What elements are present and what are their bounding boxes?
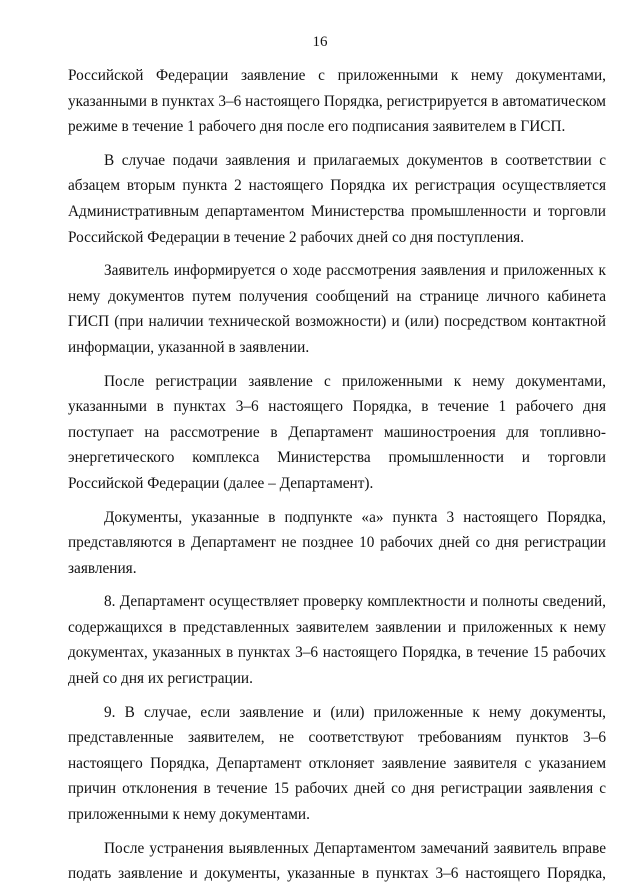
paragraph-registration: В случае подачи заявления и прилагаемых документов в соответствии с абзацем вторым пункта 2 настоящего Порядка их регистрация осуществляется Административным департаментом Министерства промышленности и торговли Российской Федерации в течение 2 рабочих дней со дня поступления.	[68, 151, 606, 246]
page-number: 16	[312, 34, 328, 50]
paragraph-item-8: 8. Департамент осуществляет проверку комплектности и полноты сведений, содержащихся в представленных заявителем заявлении и приложенных к нему документах, указанных в пунктах 3–6 настоящего Порядка, в течение 15 рабочих дней со дня их регистрации.	[68, 593, 606, 688]
paragraph-continuation: Российской Федерации заявление с приложенными к нему документами, указанными в пунктах 3–6 настоящего Порядка, регистрируется в автоматическом режиме в течение 1 рабочего дня после его подписания заявителем в ГИСП.	[68, 67, 606, 136]
paragraph-item-9: 9. В случае, если заявление и (или) приложенные к нему документы, представленные заявителем, не соответствуют требованиям пунктов 3–6 настоящего Порядка, Департамент отклоняет заявление заявителя с указанием причин отклонения в течение 15 рабочих дней со дня регистрации заявления с приложенными к нему документами.	[68, 703, 606, 824]
document-body	[68, 63, 606, 887]
paragraph-documents: Документы, указанные в подпункте «а» пункта 3 настоящего Порядка, представляются в Департамент не позднее 10 рабочих дней со дня регистрации заявления.	[68, 508, 606, 577]
paragraph-after-elimination: После устранения выявленных Департаментом замечаний заявитель вправе подать заявление и документы, указанные в пунктах 3–6 настоящего Порядка,	[68, 839, 606, 883]
paragraph-informing: Заявитель информируется о ходе рассмотрения заявления и приложенных к нему документов путем получения сообщений на странице личного кабинета ГИСП (при наличии технической возможности) и (или) посредством контактной информации, указанной в заявлении.	[68, 262, 606, 356]
paragraph-after-registration: После регистрации заявление с приложенными к нему документами, указанными в пунктах 3–6 настоящего Порядка, в течение 1 рабочего дня поступает на рассмотрение в Департамент машиностроения для топливно-энергетического комплекса Министерства промышленности и торговли Российской Федерации (далее – Департамент).	[68, 372, 606, 492]
